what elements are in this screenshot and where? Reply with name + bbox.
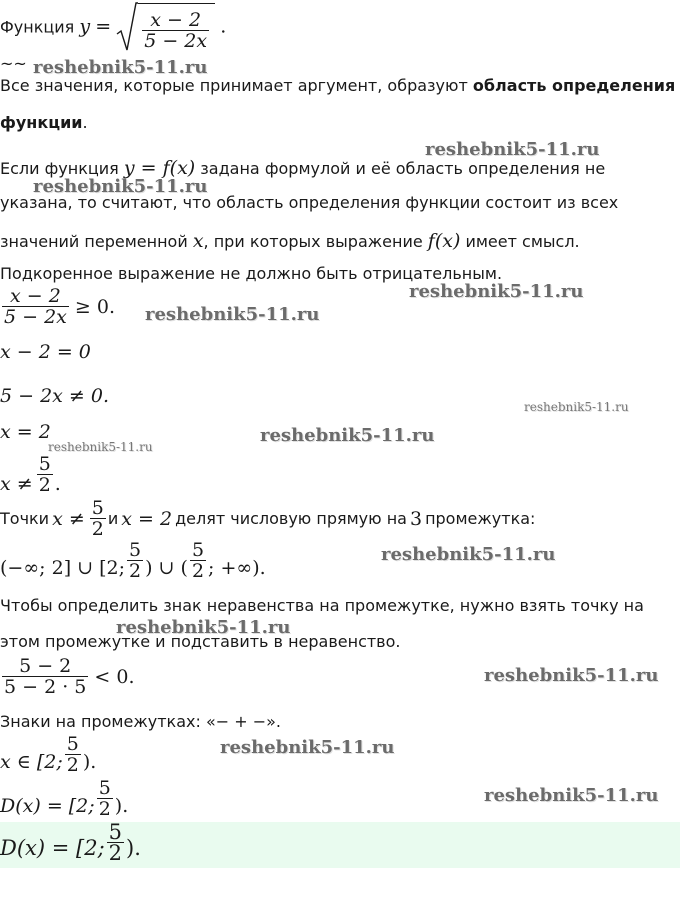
sqrt-expression	[116, 2, 215, 54]
watermark: reshebnik5-11.ru	[33, 176, 208, 197]
interval-part: ; +∞).	[208, 557, 266, 579]
function-definition	[0, 2, 226, 54]
frac-den: 2	[98, 798, 111, 820]
frac-den: 2	[91, 518, 104, 540]
numerator-equation: x − 2 = 0	[0, 341, 91, 363]
final-answer	[0, 822, 141, 868]
text: значений переменной	[0, 232, 193, 251]
domain-term-2: функции	[0, 113, 83, 132]
domain-result	[0, 778, 128, 820]
signs-line: Знаки на промежутках: «− + −».	[0, 712, 282, 731]
inequality-numerator: x − 2	[10, 285, 61, 307]
domain-term: область определения	[472, 76, 676, 95]
watermark: reshebnik5-11.ru	[381, 544, 556, 565]
cut-fragment: ~~	[0, 54, 27, 68]
frac-num: 5	[191, 540, 205, 561]
test-relation: < 0.	[94, 665, 135, 688]
test-numerator: 5 − 2	[19, 655, 72, 677]
answer-lhs: D(x) = [2;	[0, 836, 105, 860]
cut-line	[0, 54, 27, 68]
math-fx: f(x)	[427, 230, 461, 252]
text: Точки	[0, 508, 50, 528]
watermark: reshebnik5-11.ru	[484, 665, 659, 686]
radicand-numerator: x − 2	[150, 8, 202, 31]
y-symbol: y	[79, 15, 91, 38]
watermark: reshebnik5-11.ru	[425, 139, 600, 160]
solution-set	[0, 734, 96, 776]
inequality	[0, 286, 115, 327]
frac-den: 2	[191, 560, 205, 582]
frac-num: 5	[129, 540, 142, 561]
radicand-denominator: 5 − 2x	[144, 29, 208, 52]
watermark: reshebnik5-11.ru	[409, 281, 584, 302]
solution-end: ).	[82, 751, 97, 773]
frac-num: 5	[98, 778, 111, 799]
text: , при которых выражение	[203, 232, 428, 251]
domain-text: Все значения, которые принимает аргумент, образуют	[0, 76, 473, 95]
intervals	[0, 540, 266, 582]
watermark: reshebnik5-11.ru	[116, 617, 291, 638]
watermark: reshebnik5-11.ru	[145, 304, 320, 325]
math-x-eq: x = 2	[121, 507, 173, 530]
watermark: reshebnik5-11.ru	[48, 440, 153, 454]
math-y-fx: y = f(x)	[123, 157, 196, 179]
text: делят числовую прямую на	[175, 508, 407, 528]
watermark: reshebnik5-11.ru	[524, 400, 629, 414]
inequality-denominator: 5 − 2x	[4, 306, 67, 328]
root-two-lhs: x ≠	[0, 473, 33, 494]
root-two	[0, 454, 61, 494]
watermark: reshebnik5-11.ru	[220, 737, 395, 758]
interval-part: ) ∪ (	[145, 557, 188, 579]
text: задана формулой и её область определения не	[195, 159, 606, 178]
radical-sign-icon	[116, 2, 138, 54]
root-one: x = 2	[0, 421, 51, 443]
watermark: reshebnik5-11.ru	[484, 785, 659, 806]
function-label: Функция	[0, 17, 75, 37]
text: указана, то считают, что область определения функции состоит из всех	[0, 193, 619, 212]
domain-definition-line2	[0, 113, 88, 133]
watermark: reshebnik5-11.ru	[260, 425, 435, 446]
domain-definition-line1	[0, 76, 675, 96]
frac-den: 2	[66, 754, 79, 776]
root-two-end: .	[54, 473, 61, 494]
frac-den: 2	[129, 560, 142, 582]
math-count: 3	[409, 507, 423, 530]
interval-part: (−∞; 2] ∪ [2;	[0, 557, 126, 579]
frac-num: 5	[108, 822, 123, 844]
frac-den: 2	[108, 841, 123, 865]
text: имеет смысл.	[460, 232, 580, 251]
denominator-condition: 5 − 2x ≠ 0.	[0, 385, 110, 407]
inequality-relation: ≥ 0.	[74, 295, 115, 318]
definition-dot: .	[220, 15, 227, 38]
solution-lhs: x ∈ [2;	[0, 751, 63, 773]
root-two-den: 2	[38, 474, 51, 494]
domain-end: .	[82, 113, 88, 132]
math-x-neq: x ≠	[52, 507, 85, 530]
text: и	[107, 508, 119, 528]
method-line1: Чтобы определить знак неравенства на промежутке, нужно взять точку на	[0, 596, 644, 615]
frac-num: 5	[91, 497, 104, 519]
test-inequality	[0, 656, 134, 697]
root-two-num: 5	[38, 454, 51, 475]
math-x: x	[192, 230, 204, 252]
default-domain-line3	[0, 229, 580, 253]
equals-sign: =	[95, 15, 112, 38]
test-denominator: 5 − 2 · 5	[4, 676, 87, 698]
points-sentence	[0, 498, 535, 539]
frac-num: 5	[66, 734, 79, 755]
domain-lhs: D(x) = [2;	[0, 795, 95, 817]
watermark: reshebnik5-11.ru	[33, 57, 208, 78]
text: Если функция	[0, 159, 124, 178]
method-line2: этом промежутке и подставить в неравенство.	[0, 632, 401, 651]
text: промежутка:	[425, 508, 536, 528]
radicand-note: Подкоренное выражение не должно быть отрицательным.	[0, 264, 503, 283]
answer-end: ).	[126, 836, 141, 860]
domain-end: ).	[114, 795, 129, 817]
